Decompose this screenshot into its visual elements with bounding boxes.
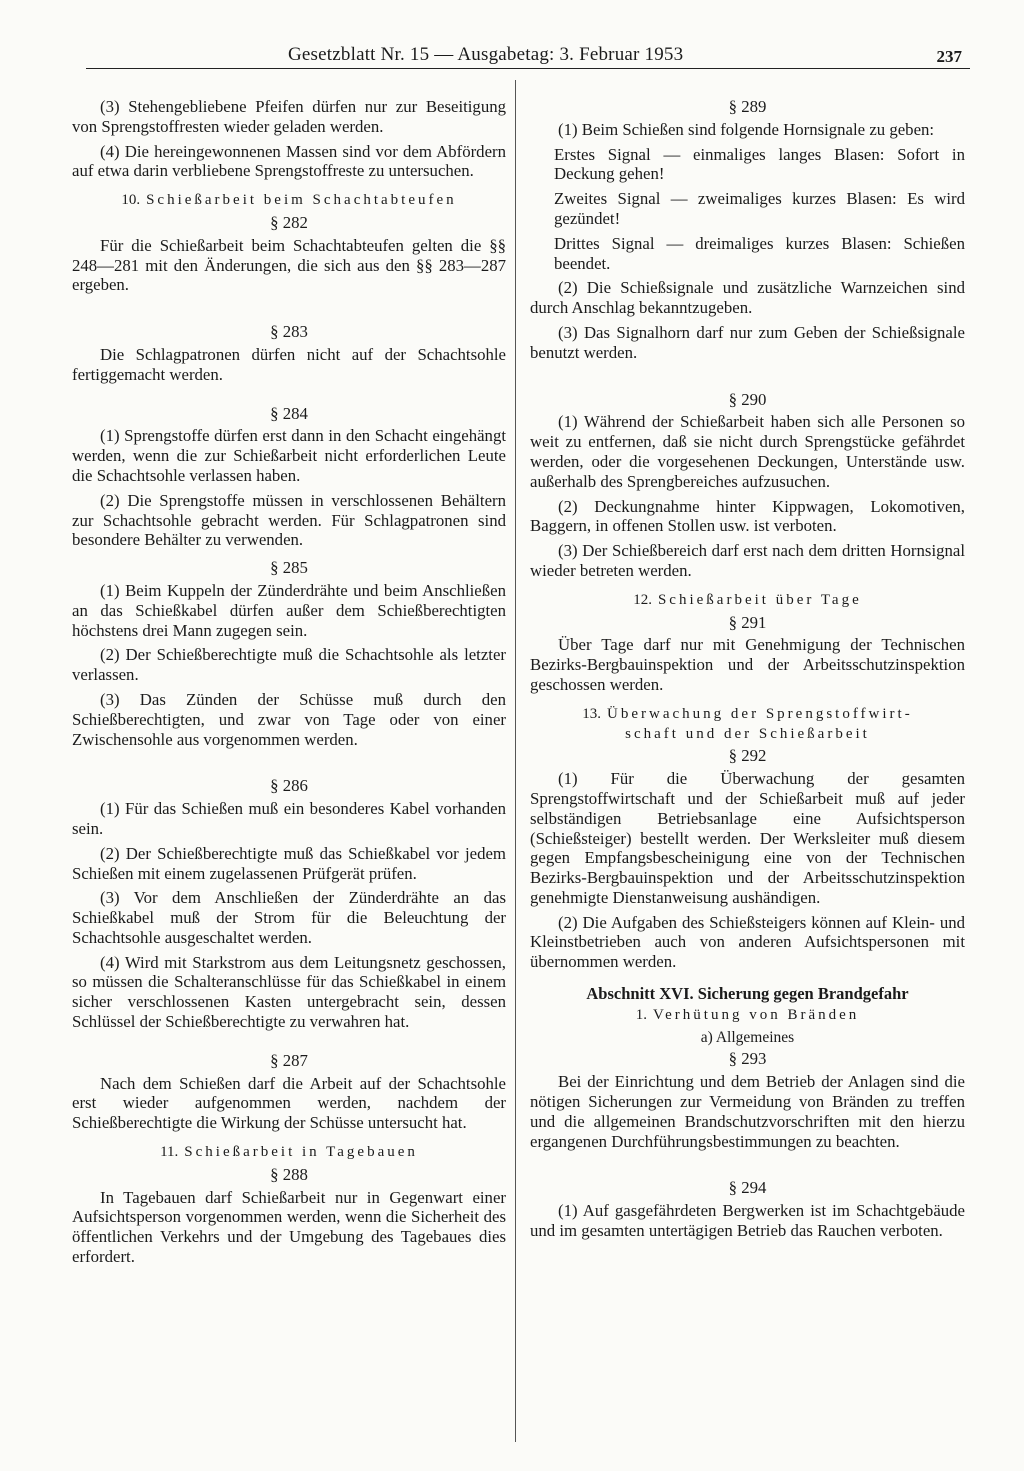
section-heading-11: [72, 1143, 506, 1163]
page-number: 237: [936, 47, 962, 66]
signal-item: Erstes Signal — einmaliges langes Blasen: Sofort in Deckung gehen!: [554, 144, 965, 184]
paragraph: In Tagebauen darf Schießarbeit nur in Gegenwart einer Aufsichtsperson vorgenommen werden, wenn die Sicherheit des öffentlichen Verkehrs und der Umgebung des Tagebaues dies erfordert.: [72, 1187, 506, 1267]
paragraph: (2) Die Schießsignale und zusätzliche Warnzeichen sind durch Anschlag bekanntzugeben.: [530, 278, 965, 318]
subsection-title: Verhütung von Bränden: [652, 1006, 860, 1023]
column-divider: [515, 80, 516, 1442]
section-title: Schießarbeit über Tage: [657, 591, 862, 608]
paragraph: (3) Der Schießbereich darf erst nach dem dritten Hornsignal wieder betreten werden.: [530, 541, 965, 580]
paragraph-heading: § 294: [728, 1178, 767, 1198]
paragraph-heading: § 285: [270, 558, 308, 578]
chapter-heading: Abschnitt XVI. Sicherung gegen Brandgefahr: [586, 984, 909, 1004]
section-heading-10: [72, 191, 506, 211]
paragraph-heading: § 284: [270, 403, 308, 423]
section-number: 10.: [121, 192, 141, 209]
section-title: Schießarbeit in Tagebauen: [184, 1144, 418, 1161]
paragraph: (3) Das Zünden der Schüsse muß durch den Schießberechtigten, und zwar von Tage oder von einer Zwischensohle aus vorgenommen werden.: [72, 689, 506, 749]
paragraph: (4) Wird mit Starkstrom aus dem Leitungsnetz geschossen, so müssen die Schalteranschlüsse für das Schießkabel in einem sicher verschlossenen Kasten untergebracht sein, dessen Schlüssel der Schießberechtigte zu verwahren hat.: [72, 952, 506, 1032]
paragraph-heading: § 288: [270, 1164, 308, 1184]
paragraph: (1) Während der Schießarbeit haben sich alle Personen so weit zu entfernen, daß sie nicht durch Sprengstücke gefährdet werden, oder die vorgesehenen Deckungen, Unterstände usw. außerhalb des Sprengbereiches aufzusuchen.: [530, 412, 965, 491]
paragraph: (3) Das Signalhorn darf nur zum Geben der Schießsignale benutzt werden.: [530, 322, 965, 362]
paragraph: (2) Die Sprengstoffe müssen in verschlossenen Behältern zur Schachtsohle gebracht werden. Für Schlagpatronen sind besondere Behälter zu verwenden.: [72, 490, 506, 550]
paragraph: Für die Schießarbeit beim Schachtabteufen gelten die §§ 248—281 mit den Änderungen, die sich aus den §§ 283—287 ergeben.: [72, 235, 506, 295]
paragraph-heading: § 290: [728, 389, 767, 409]
section-title: Schießarbeit beim Schachtabteufen: [146, 192, 457, 209]
paragraph-heading: § 291: [728, 612, 767, 632]
subsection-heading: [530, 1006, 965, 1026]
section-number: 12.: [633, 591, 652, 608]
subsection-number: 1.: [635, 1006, 647, 1023]
paragraph: (2) Der Schießberechtigte muß das Schießkabel vor jedem Schießen mit einem zugelassenen Prüfgerät prüfen.: [72, 843, 506, 883]
paragraph: (1) Beim Kuppeln der Zünderdrähte und beim Anschließen an das Schießkabel dürfen außer dem Schießberechtigten höchstens drei Mann zugegen sein.: [72, 580, 506, 640]
paragraph: (3) Stehengebliebene Pfeifen dürfen nur zur Beseitigung von Sprengstoffresten wieder geladen werden.: [72, 97, 506, 136]
right-column: [530, 97, 965, 1246]
paragraph: (3) Vor dem Anschließen der Zünderdrähte an das Schießkabel muß der Strom für die Beleuchtung der Schachtsohle ausgeschaltet werden.: [72, 888, 506, 947]
paragraph: (1) Beim Schießen sind folgende Hornsignale zu geben:: [558, 119, 935, 139]
paragraph: (2) Deckungnahme hinter Kippwagen, Lokomotiven, Baggern, in offenen Stollen usw. ist verboten.: [530, 496, 965, 536]
paragraph-heading: § 289: [728, 97, 767, 116]
signal-item: Drittes Signal — dreimaliges kurzes Blasen: Schießen beendet.: [554, 233, 965, 273]
section-title-cont: schaft und der Schießarbeit: [625, 725, 870, 742]
signal-item: Zweites Signal — zweimaliges kurzes Blasen: Es wird gezündet!: [554, 189, 965, 228]
section-heading-13: [530, 705, 965, 745]
paragraph: Nach dem Schießen darf die Arbeit auf der Schachtsohle erst wieder aufgenommen werden, nachdem der Schießberechtigte die Wirkung der Schüsse untersucht hat.: [72, 1073, 506, 1133]
paragraph-heading: § 293: [728, 1049, 767, 1069]
section-heading-12: [530, 591, 965, 611]
paragraph: (1) Für das Schießen muß ein besonderes Kabel vorhanden sein.: [72, 799, 506, 838]
section-number: 11.: [160, 1144, 179, 1161]
left-column: [72, 97, 506, 1272]
paragraph-heading: § 292: [728, 746, 767, 766]
header-title: Gesetzblatt Nr. 15 — Ausgabetag: 3. Februar 1953: [288, 44, 684, 65]
section-number: 13.: [582, 705, 602, 722]
paragraph: Die Schlagpatronen dürfen nicht auf der Schachtsohle fertiggemacht werden.: [72, 344, 506, 384]
section-title: Überwachung der Sprengstoffwirt-: [607, 705, 913, 722]
paragraph: (4) Die hereingewonnenen Massen sind vor dem Abfördern auf etwa darin verbliebene Sprengstoffreste zu untersuchen.: [72, 141, 506, 181]
paragraph: (1) Auf gasgefährdeten Bergwerken ist im Schachtgebäude und im gesamten untertägigen Betrieb das Rauchen verboten.: [530, 1201, 965, 1241]
sub-subheading: a) Allgemeines: [700, 1028, 795, 1046]
paragraph: Bei der Einrichtung und dem Betrieb der Anlagen sind die nötigen Sicherungen zur Vermeidung von Bränden zu treffen und die allgemeinen Brandschutzvorschriften mit den hierzu ergangenen Durchführungsbestimmungen zu beachten.: [530, 1072, 965, 1151]
paragraph: (1) Sprengstoffe dürfen erst dann in den Schacht eingehängt werden, wenn die zur Schießarbeit nicht erforderlichen Leute die Schachtsohle verlassen haben.: [72, 426, 506, 485]
paragraph-heading: § 283: [270, 322, 308, 342]
paragraph: (2) Der Schießberechtigte muß die Schachtsohle als letzter verlassen.: [72, 645, 506, 685]
paragraph: (2) Die Aufgaben des Schießsteigers können auf Klein- und Kleinstbetrieben auch von anderen Aufsichtspersonen mit übernommen werden.: [530, 912, 965, 972]
paragraph: Über Tage darf nur mit Genehmigung der Technischen Bezirks-Bergbauinspektion und der Arbeitsschutzinspektion geschossen werden.: [530, 635, 965, 694]
paragraph-heading: § 287: [270, 1050, 308, 1070]
paragraph-heading: § 282: [270, 212, 308, 232]
page-header: [86, 44, 970, 68]
paragraph: (1) Für die Überwachung der gesamten Sprengstoffwirtschaft und der Schießarbeit muß auf jeder selbständigen Betriebsanlage eine Aufsichtsperson (Schießsteiger) bestellt werden. Der Werksleiter muß diesem gegen Empfangsbescheinigung eine von der Technischen Bezirks-Bergbauinspektion und der Arbeitsschutzinspektion genehmigte Dienstanweisung aushändigen.: [530, 769, 965, 907]
header-rule: [86, 68, 970, 69]
paragraph-heading: § 286: [270, 776, 308, 796]
